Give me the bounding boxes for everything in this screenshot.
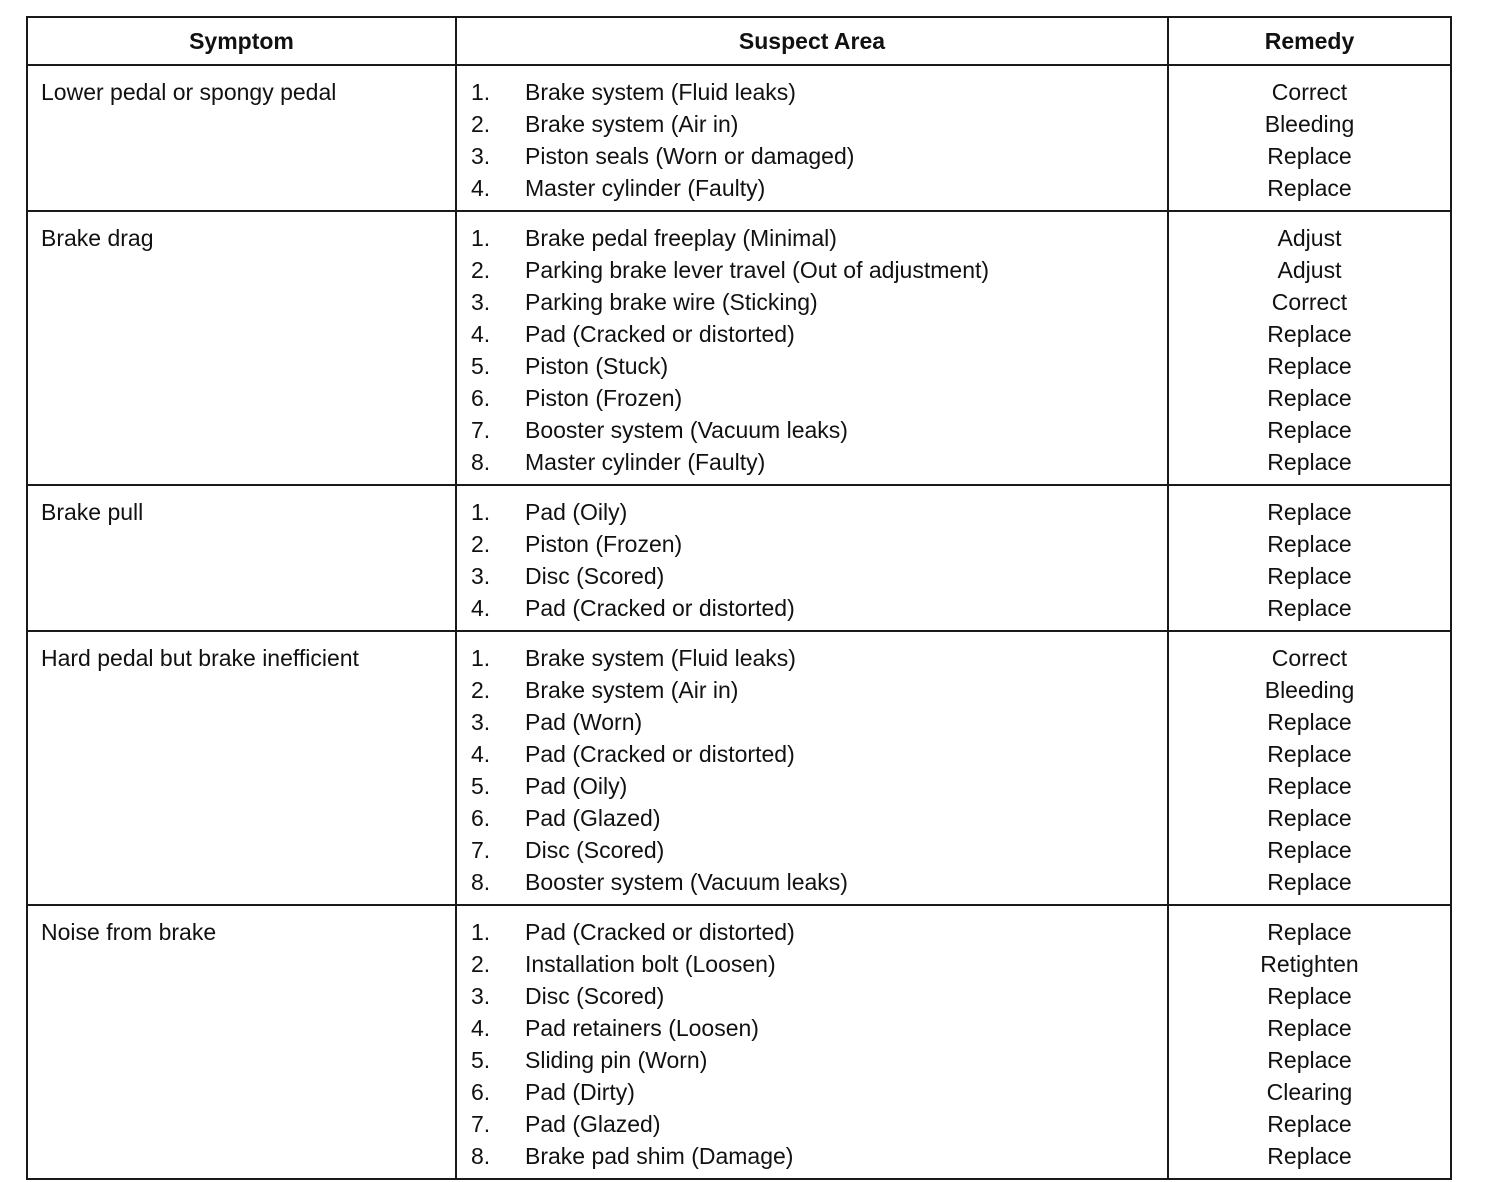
item-number: 5. bbox=[471, 1047, 491, 1073]
item-number: 1. bbox=[471, 919, 491, 945]
item-area-text: Piston (Frozen) bbox=[525, 385, 683, 411]
item-area-text: Master cylinder (Faulty) bbox=[525, 175, 766, 201]
symptom-cell: Brake drag bbox=[28, 211, 456, 485]
remedy-item: Replace bbox=[1267, 563, 1352, 589]
symptom-cell: Hard pedal but brake inefficient bbox=[28, 631, 456, 905]
remedy-item: Replace bbox=[1267, 175, 1352, 201]
suspect-area-item bbox=[471, 286, 1166, 318]
remedy-cell bbox=[1168, 65, 1450, 211]
remedy-item: Replace bbox=[1267, 417, 1352, 443]
suspect-area-item bbox=[471, 560, 1166, 592]
suspect-area-cell bbox=[456, 211, 1168, 485]
suspect-area-item bbox=[471, 76, 1166, 108]
item-number: 1. bbox=[471, 645, 491, 671]
item-number: 3. bbox=[471, 289, 491, 315]
item-area-text: Brake pedal freeplay (Minimal) bbox=[525, 225, 837, 251]
remedy-item: Replace bbox=[1267, 531, 1352, 557]
suspect-area-item bbox=[471, 528, 1166, 560]
item-area-text: Parking brake lever travel (Out of adjustment) bbox=[525, 257, 990, 283]
suspect-area-item bbox=[471, 706, 1166, 738]
symptom-cell: Brake pull bbox=[28, 485, 456, 631]
item-area-text: Disc (Scored) bbox=[525, 837, 665, 863]
item-number: 4. bbox=[471, 1015, 491, 1041]
item-area-text: Booster system (Vacuum leaks) bbox=[525, 417, 848, 443]
symptom-group-row bbox=[28, 211, 1450, 485]
table-body bbox=[28, 65, 1450, 1178]
remedy-item: Replace bbox=[1267, 1143, 1352, 1169]
remedy-item: Replace bbox=[1267, 805, 1352, 831]
suspect-area-item bbox=[471, 318, 1166, 350]
item-number: 3. bbox=[471, 983, 491, 1009]
item-area-text: Piston (Stuck) bbox=[525, 353, 669, 379]
symptom-cell: Noise from brake bbox=[28, 905, 456, 1178]
suspect-area-item bbox=[471, 254, 1166, 286]
item-number: 8. bbox=[471, 1143, 491, 1169]
remedy-item: Replace bbox=[1267, 353, 1352, 379]
suspect-area-item bbox=[471, 172, 1166, 204]
remedy-cell bbox=[1168, 905, 1450, 1178]
remedy-item: Replace bbox=[1267, 837, 1352, 863]
item-number: 8. bbox=[471, 869, 491, 895]
symptom-table bbox=[28, 18, 1450, 1178]
suspect-area-cell bbox=[456, 631, 1168, 905]
remedy-item: Replace bbox=[1267, 499, 1352, 525]
symptom-group-row bbox=[28, 905, 1450, 1178]
suspect-area-cell bbox=[456, 65, 1168, 211]
header-remedy: Remedy bbox=[1168, 18, 1450, 65]
item-area-text: Pad (Dirty) bbox=[525, 1079, 635, 1105]
item-number: 1. bbox=[471, 499, 491, 525]
item-area-text: Brake system (Fluid leaks) bbox=[525, 79, 796, 105]
suspect-area-item bbox=[471, 592, 1166, 624]
item-number: 4. bbox=[471, 741, 491, 767]
item-number: 4. bbox=[471, 321, 491, 347]
suspect-area-item bbox=[471, 108, 1166, 140]
item-area-text: Pad (Oily) bbox=[525, 773, 628, 799]
remedy-item: Bleeding bbox=[1264, 111, 1355, 137]
item-number: 6. bbox=[471, 1079, 491, 1105]
remedy-item: Replace bbox=[1267, 869, 1352, 895]
remedy-cell bbox=[1168, 485, 1450, 631]
remedy-item: Retighten bbox=[1260, 951, 1359, 977]
suspect-area-item bbox=[471, 1076, 1166, 1108]
header-suspect-area: Suspect Area bbox=[456, 18, 1168, 65]
suspect-area-item bbox=[471, 446, 1166, 478]
item-area-text: Disc (Scored) bbox=[525, 983, 665, 1009]
remedy-item: Replace bbox=[1267, 741, 1352, 767]
suspect-area-item bbox=[471, 1108, 1166, 1140]
item-number: 6. bbox=[471, 385, 491, 411]
item-area-text: Brake system (Air in) bbox=[525, 111, 739, 137]
remedy-item: Replace bbox=[1267, 595, 1352, 621]
suspect-area-item bbox=[471, 980, 1166, 1012]
item-area-text: Pad (Cracked or distorted) bbox=[525, 919, 795, 945]
suspect-area-item bbox=[471, 674, 1166, 706]
symptom-group-row bbox=[28, 485, 1450, 631]
suspect-area-item bbox=[471, 350, 1166, 382]
remedy-item: Clearing bbox=[1266, 1079, 1353, 1105]
item-number: 7. bbox=[471, 1111, 491, 1137]
remedy-item: Bleeding bbox=[1264, 677, 1355, 703]
item-area-text: Installation bolt (Loosen) bbox=[525, 951, 776, 977]
suspect-area-item bbox=[471, 414, 1166, 446]
item-number: 8. bbox=[471, 449, 491, 475]
remedy-cell bbox=[1168, 631, 1450, 905]
item-number: 4. bbox=[471, 175, 491, 201]
item-number: 2. bbox=[471, 257, 491, 283]
item-number: 7. bbox=[471, 417, 491, 443]
item-area-text: Pad (Glazed) bbox=[525, 805, 661, 831]
remedy-item: Replace bbox=[1267, 321, 1352, 347]
item-area-text: Pad (Worn) bbox=[525, 709, 643, 735]
suspect-area-item bbox=[471, 1140, 1166, 1172]
item-area-text: Brake pad shim (Damage) bbox=[525, 1143, 794, 1169]
remedy-item: Correct bbox=[1271, 289, 1348, 315]
suspect-area-item bbox=[471, 916, 1166, 948]
suspect-area-item bbox=[471, 382, 1166, 414]
item-area-text: Booster system (Vacuum leaks) bbox=[525, 869, 848, 895]
remedy-item: Replace bbox=[1267, 983, 1352, 1009]
item-area-text: Disc (Scored) bbox=[525, 563, 665, 589]
item-number: 6. bbox=[471, 805, 491, 831]
remedy-item: Replace bbox=[1267, 1015, 1352, 1041]
item-area-text: Pad (Glazed) bbox=[525, 1111, 661, 1137]
item-area-text: Piston (Frozen) bbox=[525, 531, 683, 557]
remedy-item: Adjust bbox=[1277, 257, 1342, 283]
remedy-item: Replace bbox=[1267, 385, 1352, 411]
item-area-text: Brake system (Fluid leaks) bbox=[525, 645, 796, 671]
remedy-item: Adjust bbox=[1277, 225, 1342, 251]
remedy-item: Replace bbox=[1267, 709, 1352, 735]
suspect-area-item bbox=[471, 866, 1166, 898]
symptom-group-row bbox=[28, 631, 1450, 905]
item-number: 2. bbox=[471, 531, 491, 557]
remedy-item: Replace bbox=[1267, 449, 1352, 475]
remedy-item: Replace bbox=[1267, 1047, 1352, 1073]
remedy-item: Correct bbox=[1271, 645, 1348, 671]
suspect-area-item bbox=[471, 738, 1166, 770]
remedy-item: Replace bbox=[1267, 1111, 1352, 1137]
item-number: 2. bbox=[471, 111, 491, 137]
header-symptom: Symptom bbox=[28, 18, 456, 65]
item-number: 5. bbox=[471, 773, 491, 799]
item-number: 2. bbox=[471, 677, 491, 703]
troubleshooting-table bbox=[26, 16, 1452, 1180]
item-area-text: Pad (Cracked or distorted) bbox=[525, 321, 795, 347]
remedy-item: Replace bbox=[1267, 919, 1352, 945]
item-area-text: Sliding pin (Worn) bbox=[525, 1047, 708, 1073]
item-number: 3. bbox=[471, 563, 491, 589]
item-number: 7. bbox=[471, 837, 491, 863]
item-number: 2. bbox=[471, 951, 491, 977]
item-number: 1. bbox=[471, 79, 491, 105]
suspect-area-item bbox=[471, 948, 1166, 980]
item-area-text: Brake system (Air in) bbox=[525, 677, 739, 703]
symptom-cell: Lower pedal or spongy pedal bbox=[41, 79, 337, 105]
symptom-group-row bbox=[28, 65, 1450, 211]
remedy-item: Correct bbox=[1271, 79, 1348, 105]
header-row bbox=[28, 18, 1450, 65]
suspect-area-item bbox=[471, 770, 1166, 802]
item-area-text: Pad (Oily) bbox=[525, 499, 628, 525]
remedy-cell bbox=[1168, 211, 1450, 485]
remedy-item: Replace bbox=[1267, 143, 1352, 169]
item-area-text: Piston seals (Worn or damaged) bbox=[525, 143, 855, 169]
item-area-text: Parking brake wire (Sticking) bbox=[525, 289, 818, 315]
item-area-text: Pad (Cracked or distorted) bbox=[525, 741, 795, 767]
suspect-area-cell bbox=[456, 905, 1168, 1178]
remedy-item: Replace bbox=[1267, 773, 1352, 799]
item-number: 3. bbox=[471, 143, 491, 169]
item-number: 4. bbox=[471, 595, 491, 621]
item-number: 3. bbox=[471, 709, 491, 735]
suspect-area-cell bbox=[456, 485, 1168, 631]
suspect-area-item bbox=[471, 140, 1166, 172]
suspect-area-item bbox=[471, 1044, 1166, 1076]
suspect-area-item bbox=[471, 496, 1166, 528]
item-number: 5. bbox=[471, 353, 491, 379]
item-number: 1. bbox=[471, 225, 491, 251]
item-area-text: Pad (Cracked or distorted) bbox=[525, 595, 795, 621]
suspect-area-item bbox=[471, 222, 1166, 254]
suspect-area-item bbox=[471, 802, 1166, 834]
item-area-text: Master cylinder (Faulty) bbox=[525, 449, 766, 475]
suspect-area-item bbox=[471, 1012, 1166, 1044]
suspect-area-item bbox=[471, 642, 1166, 674]
suspect-area-item bbox=[471, 834, 1166, 866]
item-area-text: Pad retainers (Loosen) bbox=[525, 1015, 759, 1041]
